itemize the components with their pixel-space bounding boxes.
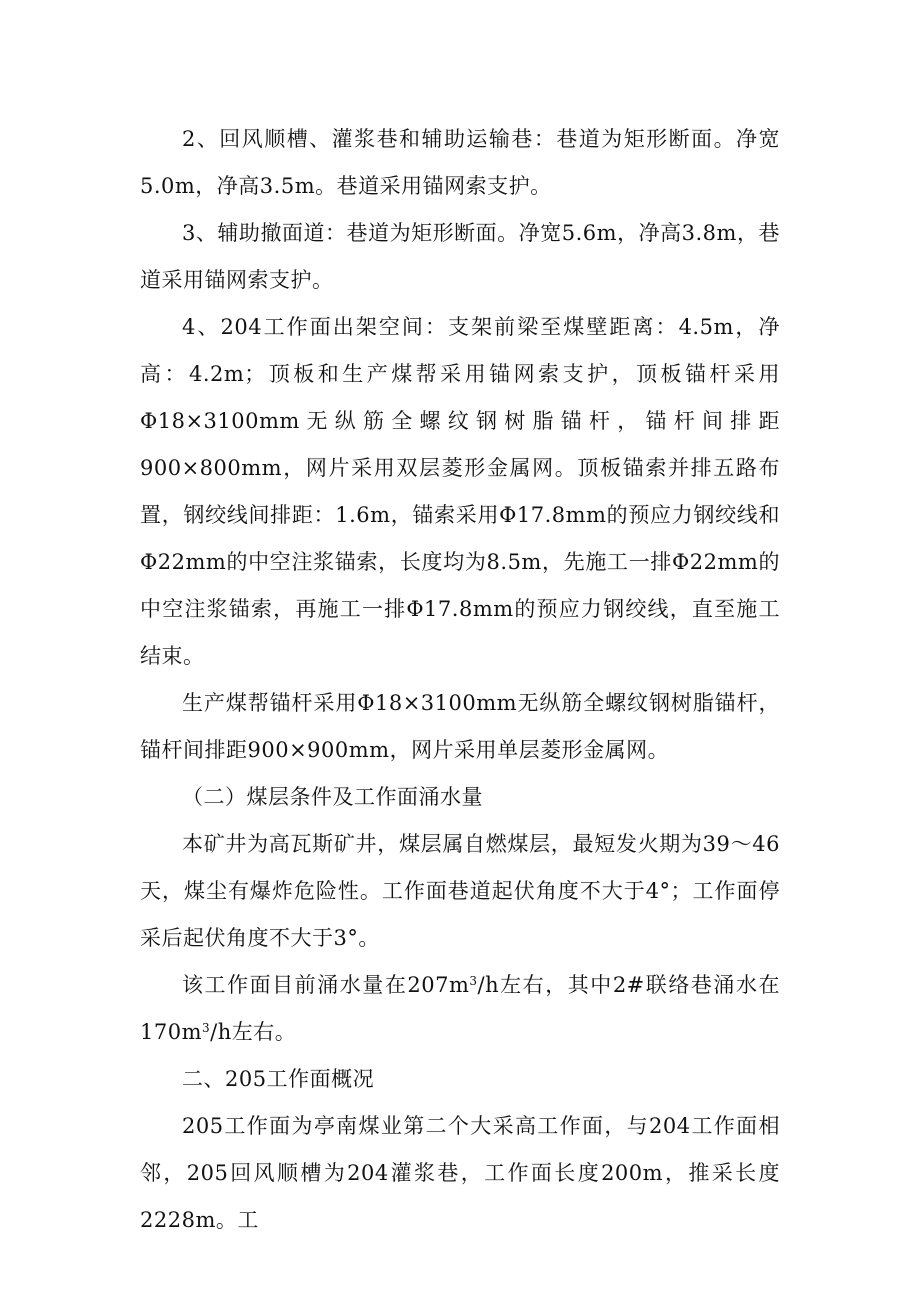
superscript-3: 3 xyxy=(469,974,478,988)
subsection-heading-coal-seam: （二）煤层条件及工作面涌水量 xyxy=(182,785,483,809)
paragraph-water-inflow xyxy=(140,962,780,1056)
water-text-part-3: /h左右。 xyxy=(210,1020,297,1044)
superscript-3: 3 xyxy=(202,1021,211,1035)
document-body xyxy=(140,116,780,1244)
section-heading-205-overview: 二、205工作面概况 xyxy=(182,1067,375,1091)
paragraph-coal-seam-conditions: 本矿井为高瓦斯矿井，煤层属自燃煤层，最短发火期为39～46天，煤尘有爆炸危险性。工作面巷道起伏角度不大于4°；工作面停采后起伏角度不大于3°。 xyxy=(140,832,780,950)
paragraph-return-air-roadway: 2、回风顺槽、灌浆巷和辅助运输巷：巷道为矩形断面。净宽5.0m，净高3.5m。巷道采用锚网索支护。 xyxy=(140,127,780,198)
paragraph-204-support-space: 4、204工作面出架空间：支架前梁至煤壁距离：4.5m，净高：4.2m；顶板和生产煤帮采用锚网索支护，顶板锚杆采用Φ18×3100mm无纵筋全螺纹钢树脂锚杆，锚杆间排距900×800mm，网片采用双层菱形金属网。顶板锚索并排五路布置，钢绞线间排距：1.6m，锚索采用Φ17.8mm的预应力钢绞线和Φ22mm的中空注浆锚索，长度均为8.5m，先施工一排Φ22mm的中空注浆锚索，再施工一排Φ17.8mm的预应力钢绞线，直至施工结束。 xyxy=(140,315,780,668)
paragraph-auxiliary-withdrawal-roadway: 3、辅助撤面道：巷道为矩形断面。净宽5.6m，净高3.8m，巷道采用锚网索支护。 xyxy=(140,221,780,292)
water-text-part-2: /h左右，其中2#联络巷涌水在170m xyxy=(140,973,780,1044)
paragraph-coal-rib-bolting: 生产煤帮锚杆采用Φ18×3100mm无纵筋全螺纹钢树脂锚杆，锚杆间排距900×900mm，网片采用单层菱形金属网。 xyxy=(140,691,780,762)
paragraph-205-overview: 205工作面为亭南煤业第二个大采高工作面，与204工作面相邻，205回风顺槽为204灌浆巷，工作面长度200m，推采长度2228m。工 xyxy=(140,1114,780,1232)
water-text-part-1: 该工作面目前涌水量在207m xyxy=(182,973,470,997)
